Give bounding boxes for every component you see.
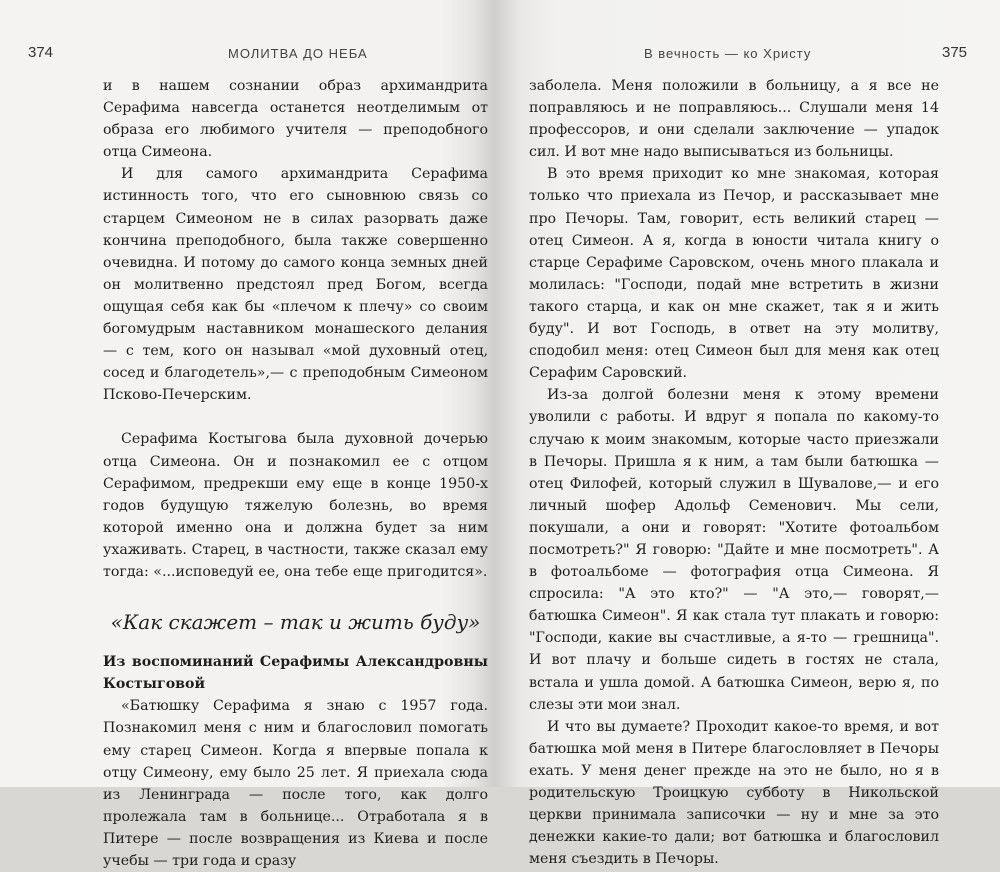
paragraph: «Батюшку Серафима я знаю с 1957 года. Познакомил меня с ним и благословил помогать ему старец Симеон. Когда я впервые попала к отцу Симеону, ему было 25 лет. Я приехала сюда из Ленинграда — после того, как долго пролежала там в больнице... Отработала я в Питере — после возвращения из Киева и после учебы — три года и сразу [103, 698, 488, 869]
paragraph: заболела. Меня положили в больницу, а я все не поправляюсь и не поправляюсь... Слушали меня 14 профессоров, и они сделали заключение — упадок сил. И вот мне надо выписываться из больницы. [529, 78, 939, 161]
page-number: 374 [28, 44, 54, 61]
chapter-title: «Как скажет – так и жить буду» [110, 610, 481, 635]
subheading: Из воспоминаний Серафимы Александровны Костыговой [103, 654, 488, 693]
paragraph: и в нашем сознании образ архимандрита Серафима навсегда останется неотделимым от образа его любимого учителя — преподобного отца Симеона. [103, 78, 488, 161]
paragraph: И для самого архимандрита Серафима истинность того, что его сыновнюю связь со старцем Симеоном не в силах разорвать даже кончина преподобного, была также совершенно очевидна. И потому до самого конца земных дней он молитвенно предстоял пред Богом, всегда ощущая себя как бы «плечом к плечу» со своим богомудрым наставником монашеского делания — с тем, кого он называл «мой духовный отец, сосед и благодетель»,— с преподобным Симеоном Псково-Печерским. [103, 166, 488, 404]
left-page [0, 0, 498, 869]
paragraph: Из-за долгой болезни меня к этому времени уволили с работы. И вдруг я попала по какому-то случаю к моим знакомым, которые часто приезжали в Печоры. Пришла я к ним, а там были батюшка — отец Филофей, который служил в Шувалове,— и его личный шофер Адольф Семенович. Мы сели, покушали, а они и говорят: "Хотите фотоальбом посмотреть?" Я говорю: "Дайте и мне посмотреть". А в фотоальбоме — фотография отца Симеона. Я спросила: "А это кто?" — "А это,— говорят,— батюшка Симеон". Я как стала тут плакать и говорю: "Господи, какие вы счастливые, а я-то — грешница". И вот плачу и больше сидеть в гостях не стала, встала и ушла домой. А батюшка Симеон, верю я, по слезы эти мои знал. [529, 387, 939, 713]
paragraph: В это время приходит ко мне знакомая, которая только что приехала из Печор, и рассказывает мне про Печоры. Там, говорит, есть великий старец — отец Симеон. А я, когда в юности читала книгу о старце Серафиме Саровском, очень много плакала и молилась: "Господи, подай мне встретить в жизни такого старца, и как он мне скажет, так я и жить буду". И вот Господь, в ответ на эту молитву, сподобил меня: отец Симеон был для меня как отец Серафим Саровский. [529, 166, 939, 382]
right-page-text [529, 75, 939, 870]
left-page-text [103, 75, 488, 872]
right-page [502, 0, 1000, 868]
page-number: 375 [942, 44, 968, 61]
running-head: В вечность — ко Христу [644, 46, 812, 61]
running-head: МОЛИТВА ДО НЕБА [228, 46, 368, 61]
paragraph: Серафима Костыгова была духовной дочерью отца Симеона. Он и познакомил ее с отцом Серафимом, предрекши ему еще в конце 1950-х годов будущую тяжелую болезнь, во время которой именно она и должна будет за ним ухаживать. Старец, в частности, также сказал ему тогда: «...исповедуй ее, она тебе еще пригодится». [103, 431, 488, 580]
paragraph: И что вы думаете? Проходит какое-то время, и вот батюшка мой меня в Питере благословляет в Печоры ехать. У меня денег прежде на это не было, но я в родительскую Троицкую субботу в Никольской церкви принимала записочки — ну и мне за это денежки какие-то дали; вот батюшка и благословил меня съездить в Печоры. [529, 718, 939, 868]
